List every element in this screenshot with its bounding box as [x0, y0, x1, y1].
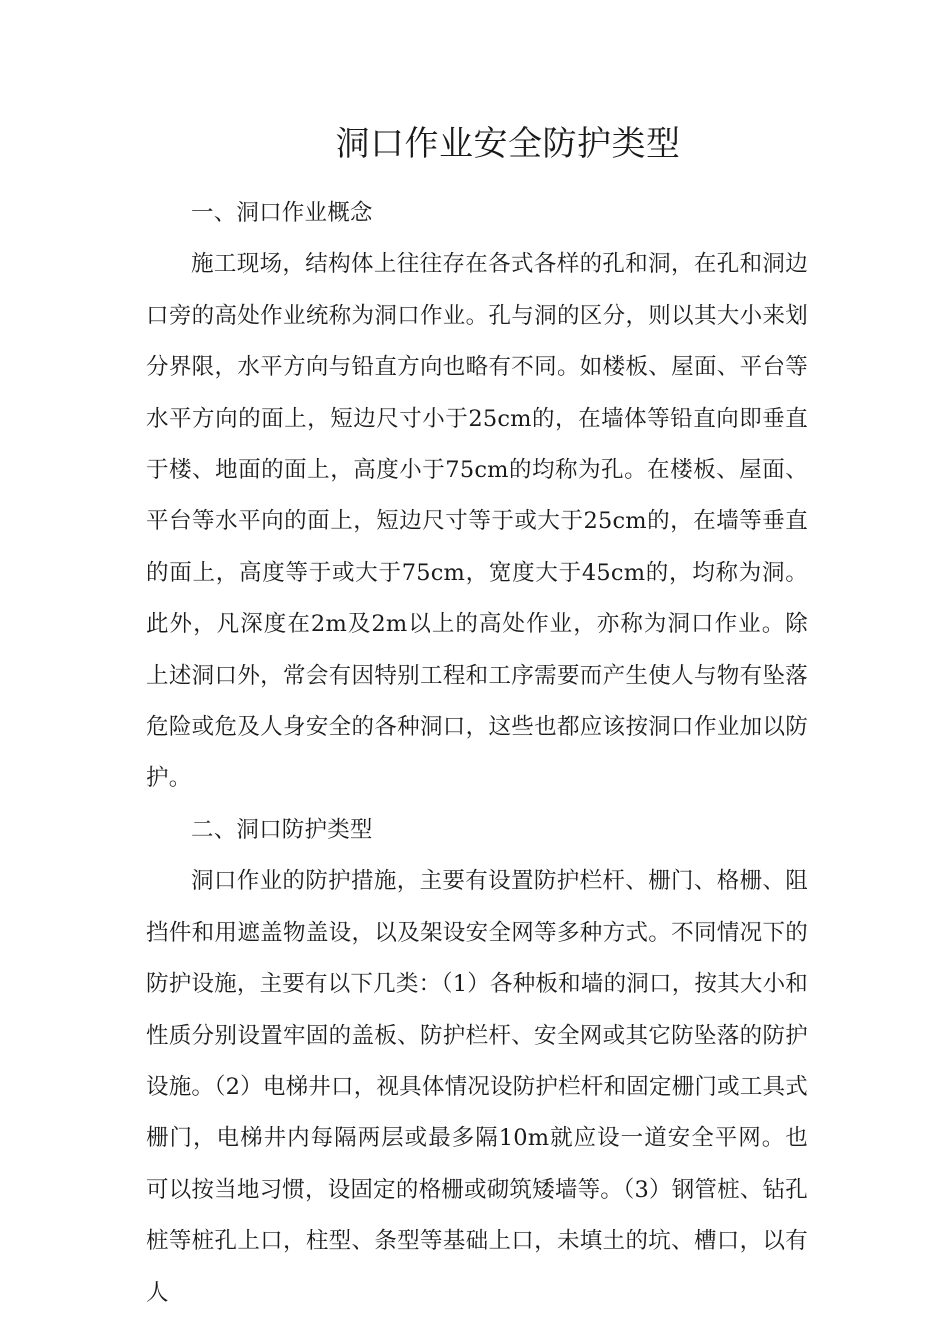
paragraph-protection-types: 洞口作业的防护措施，主要有设置防护栏杆、栅门、格栅、阻挡件和用遮盖物盖设，以及架设安全网等多种方式。不同情况下的防护设施，主要有以下几类：（1）各种板和墙的洞口，按其大小和性质分别设置牢固的盖板、防护栏杆、安全网或其它防坠落的防护设施。（2）电梯井口，视具体情况设防护栏杆和固定栅门或工具式栅门，电梯井内每隔两层或最多隔10m就应设一道安全平网。也可以按当地习惯，设固定的格栅或砌筑矮墙等。（3）钢管桩、钻孔桩等桩孔上口，柱型、条型等基础上口，未填土的坑、槽口，以有人: [146, 868, 808, 1306]
document-body: [146, 188, 808, 1319]
paragraph-concept: 施工现场，结构体上往往存在各式各样的孔和洞，在孔和洞边口旁的高处作业统称为洞口作业。孔与洞的区分，则以其大小来划分界限，水平方向与铅直方向也略有不同。如楼板、屋面、平台等水平方向的面上，短边尺寸小于25cm的，在墙体等铅直向即垂直于楼、地面的面上，高度小于75cm的均称为孔。在楼板、屋面、平台等水平向的面上，短边尺寸等于或大于25cm的，在墙等垂直的面上，高度等于或大于75cm，宽度大于45cm的，均称为洞。此外，凡深度在2m及2m以上的高处作业，亦称为洞口作业。除上述洞口外，常会有因特别工程和工序需要而产生使人与物有坠落危险或危及人身安全的各种洞口，这些也都应该按洞口作业加以防护。: [146, 251, 808, 792]
section-heading-1: 一、洞口作业概念: [191, 200, 373, 226]
document-title: 洞口作业安全防护类型: [335, 124, 681, 164]
section-heading-2: 二、洞口防护类型: [191, 816, 373, 843]
